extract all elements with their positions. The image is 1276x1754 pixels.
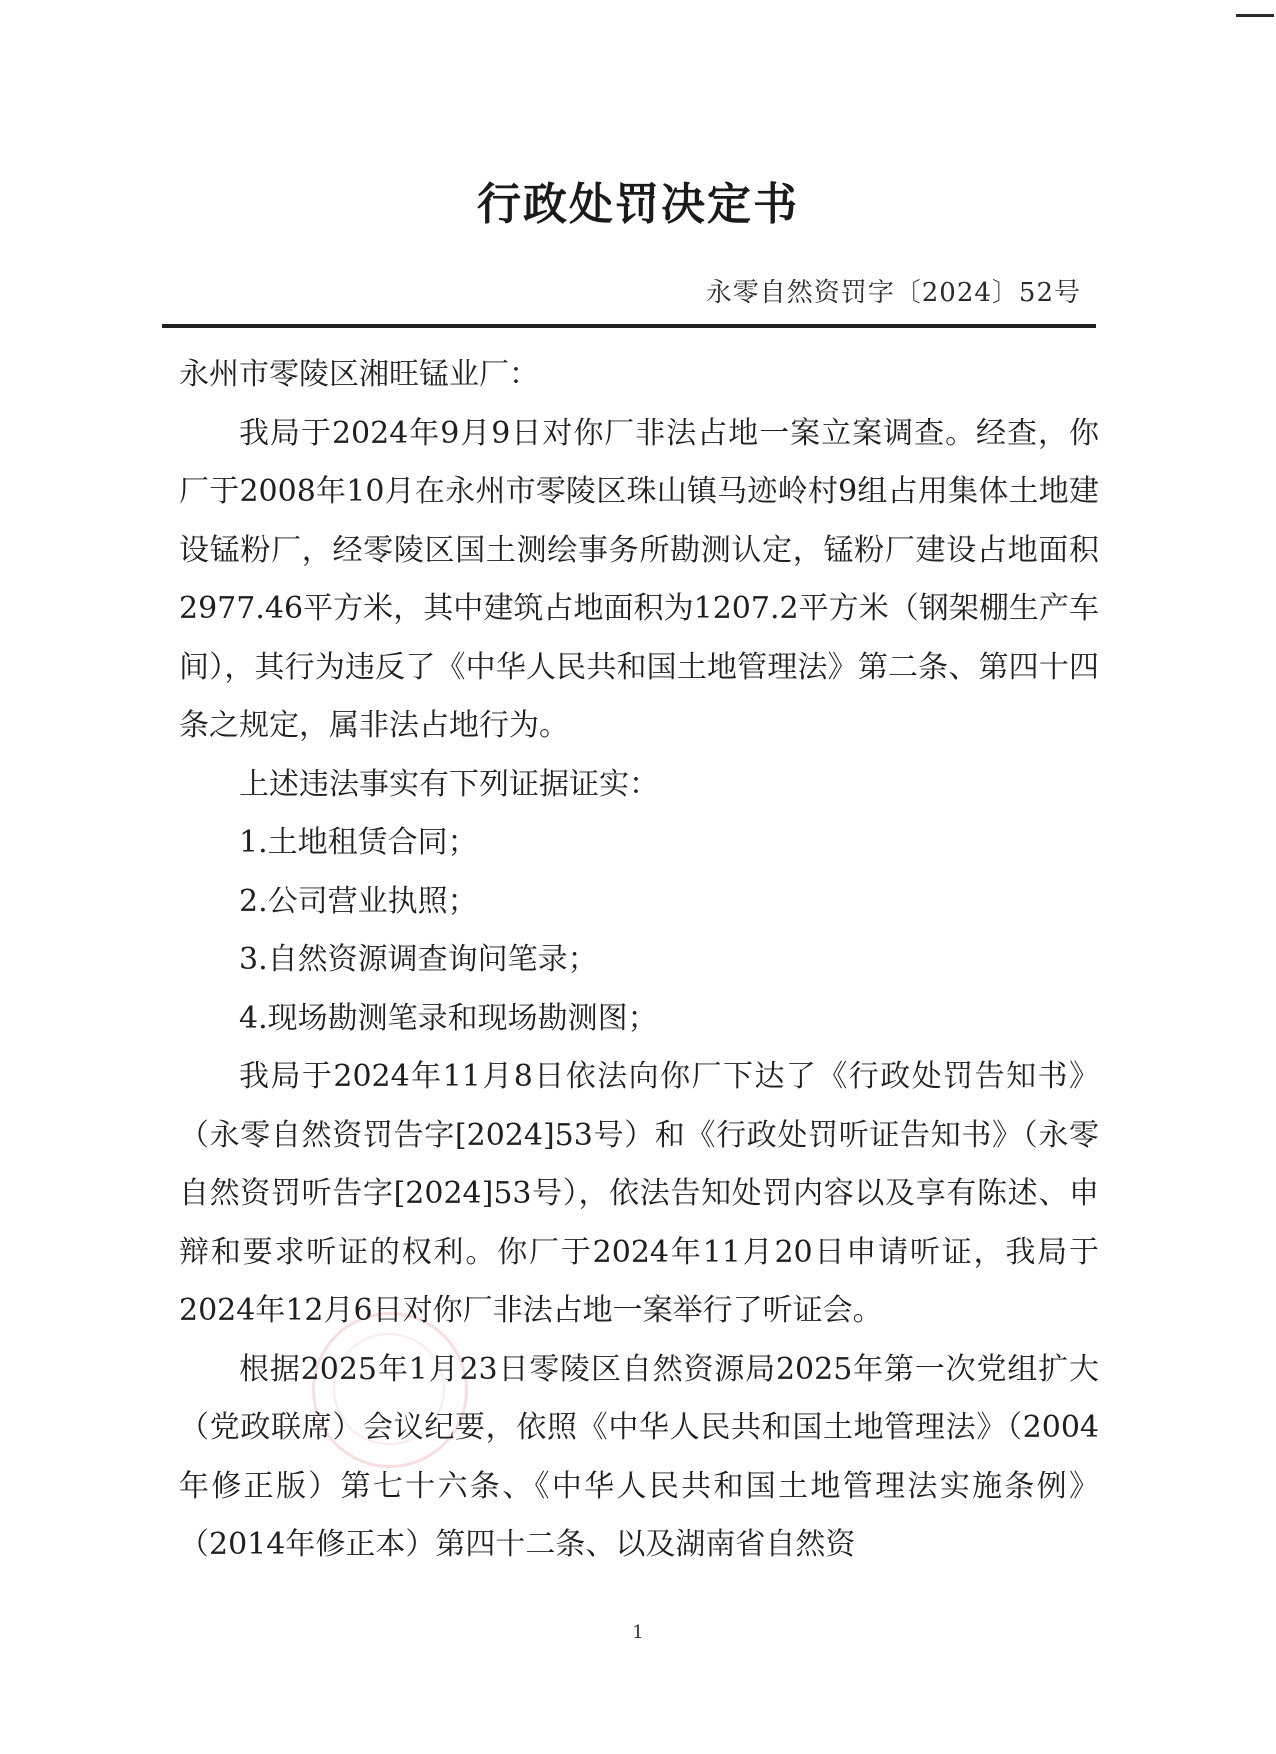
paragraph-case-facts: 我局于2024年9月9日对你厂非法占地一案立案调查。经查，你厂于2008年10月在永州市零陵区珠山镇马迹岭村9组占用集体土地建设锰粉厂，经零陵区国土测绘事务所勘测认定，锰粉厂建设占地面积2977.46平方米，其中建筑占地面积为1207.2平方米（钢架棚生产车间），其行为违反了《中华人民共和国土地管理法》第二条、第四十四条之规定，属非法占地行为。 [179, 415, 1099, 743]
recipient-line: 永州市零陵区湘旺锰业厂： [179, 357, 539, 392]
evidence-item-3: 3.自然资源调查询问笔录； [239, 942, 598, 977]
evidence-item-1: 1.土地租赁合同； [239, 825, 478, 860]
document-title: 行政处罚决定书 [477, 179, 799, 230]
document-number: 永零自然资罚字〔2024〕52号 [705, 278, 1081, 308]
evidence-item-2: 2.公司营业执照； [239, 883, 478, 919]
page-number: 1 [632, 1622, 644, 1643]
paragraph-notice-hearing: 我局于2024年11月8日依法向你厂下达了《行政处罚告知书》（永零自然资罚告字[2024]53号）和《行政处罚听证告知书》（永零自然资罚听告字[2024]53号），依法告知处罚内容以及享有陈述、申辩和要求听证的权利。你厂于2024年11月20日申请听证，我局于2024年12月6日对你厂非法占地一案举行了听证会。 [179, 1059, 1099, 1328]
evidence-item-4: 4.现场勘测笔录和现场勘测图； [239, 1000, 658, 1036]
paragraph-evidence-intro: 上述违法事实有下列证据证实： [239, 766, 659, 802]
scan-edge-mark [1236, 14, 1274, 17]
paragraph-legal-basis: 根据2025年1月23日零陵区自然资源局2025年第一次党组扩大（党政联席）会议纪要，依照《中华人民共和国土地管理法》（2004年修正版）第七十六条、《中华人民共和国土地管理法实施条例》（2014年修正本）第四十二条、以及湖南省自然资 [179, 1351, 1099, 1562]
document-body [179, 346, 1099, 1575]
header-divider [162, 324, 1096, 328]
